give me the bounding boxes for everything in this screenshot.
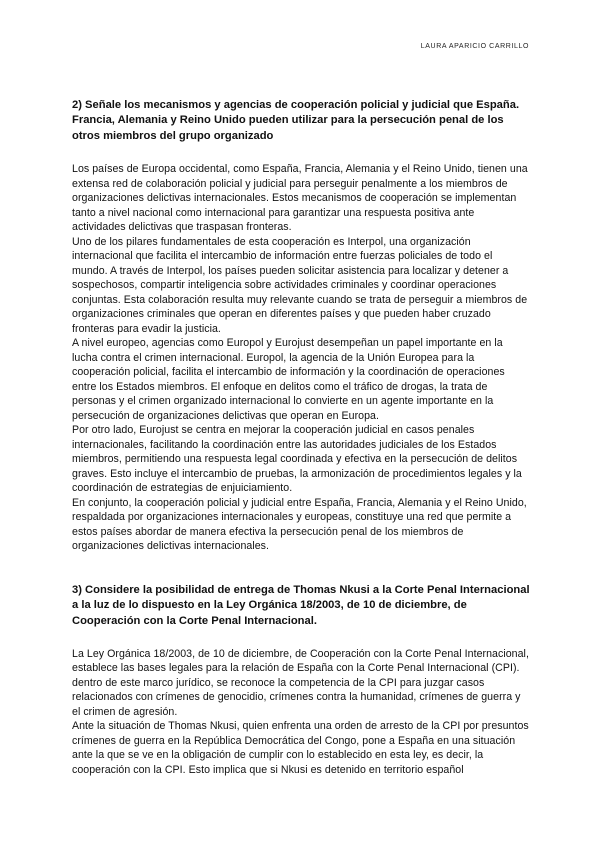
section-3-paragraph: Ante la situación de Thomas Nkusi, quien enfrenta una orden de arresto de la CPI por presuntos crímenes de guerra en la República Democrática del Congo, pone a España en una situación ante la que se ve en la obligación de cumplir con lo establecido en esta ley, es decir, la cooperación con la CPI. Esto implica que si Nkusi es detenido en territorio español (72, 720, 529, 776)
section-2-paragraph: Los países de Europa occidental, como España, Francia, Alemania y el Reino Unido, tienen una extensa red de colaboración policial y judicial para perseguir penalmente a los miembros de organizaciones delictivas internacionales. Estos mecanismos de cooperación se implementan tanto a nivel nacional como internacional para garantizar una respuesta positiva ante actividades delictivas que traspasan fronteras. (72, 163, 528, 234)
section-2-paragraph: En conjunto, la cooperación policial y judicial entre España, Francia, Alemania y el Reino Unido, respaldada por organizaciones internacionales y europeas, constituye una red que permite a estos países abordar de manera efectiva la persecución penal de los miembros de organizaciones delictivas internacionales. (72, 496, 527, 553)
section-3-heading: 3) Considere la posibilidad de entrega de Thomas Nkusi a la Corte Penal Internacional a la luz de lo dispuesto en la Ley Orgánica 18/2003, de 10 de diciembre, de Cooperación con la Corte Penal Internacional. (72, 583, 530, 627)
section-2-paragraph: Uno de los pilares fundamentales de esta cooperación es Interpol, una organización internacional que facilita el intercambio de información entre fuerzas policiales de todo el mundo. A través de Interpol, los países pueden solicitar asistencia para localizar y detener a sospechosos, compartir inteligencia sobre actividades criminales y coordinar operaciones conjuntas. Esta colaboración resulta muy relevante cuando se trata de perseguir a miembros de organizaciones criminales que operan en diferentes países y que pueden haber cruzado fronteras para evadir la justicia. (72, 235, 528, 335)
section-3 (72, 583, 530, 778)
document-body (72, 98, 530, 777)
section-2-paragraph: A nivel europeo, agencias como Europol y Eurojust desempeñan un papel importante en la lucha contra el crimen internacional. Europol, la agencia de la Unión Europea para la cooperación policial, facilita el intercambio de información y la coordinación de operaciones entre los Estados miembros. El enfoque en delitos como el tráfico de drogas, la trata de personas y el crimen organizado internacional lo convierte en un agente importante en la persecución de organizaciones delictivas que operan en Europa. (72, 337, 505, 422)
section-2 (72, 98, 530, 554)
section-3-paragraph: La Ley Orgánica 18/2003, de 10 de diciembre, de Cooperación con la Corte Penal Internacional, establece las bases legales para la relación de España con la Corte Penal Internacional (CPI). dentro de este marco jurídico, se reconoce la competencia de la CPI para juzgar casos relacionados con crímenes de genocidio, crímenes contra la humanidad, crímenes de guerra y el crimen de agresión. (72, 647, 529, 718)
section-2-heading: 2) Señale los mecanismos y agencias de cooperación policial y judicial que España. Francia, Alemania y Reino Unido pueden utilizar para la persecución penal de los otros miembros del grupo organizado (72, 99, 520, 142)
author-header: LAURA APARICIO CARRILLO (420, 43, 529, 50)
section-2-paragraph: Por otro lado, Eurojust se centra en mejorar la cooperación judicial en casos penales internacionales, facilitando la coordinación entre las autoridades judiciales de los Estados miembros, permitiendo una respuesta legal coordinada y efectiva en la persecución de delitos graves. Esto incluye el intercambio de pruebas, la armonización de procedimientos legales y la coordinación de estrategias de enjuiciamiento. (72, 424, 522, 495)
